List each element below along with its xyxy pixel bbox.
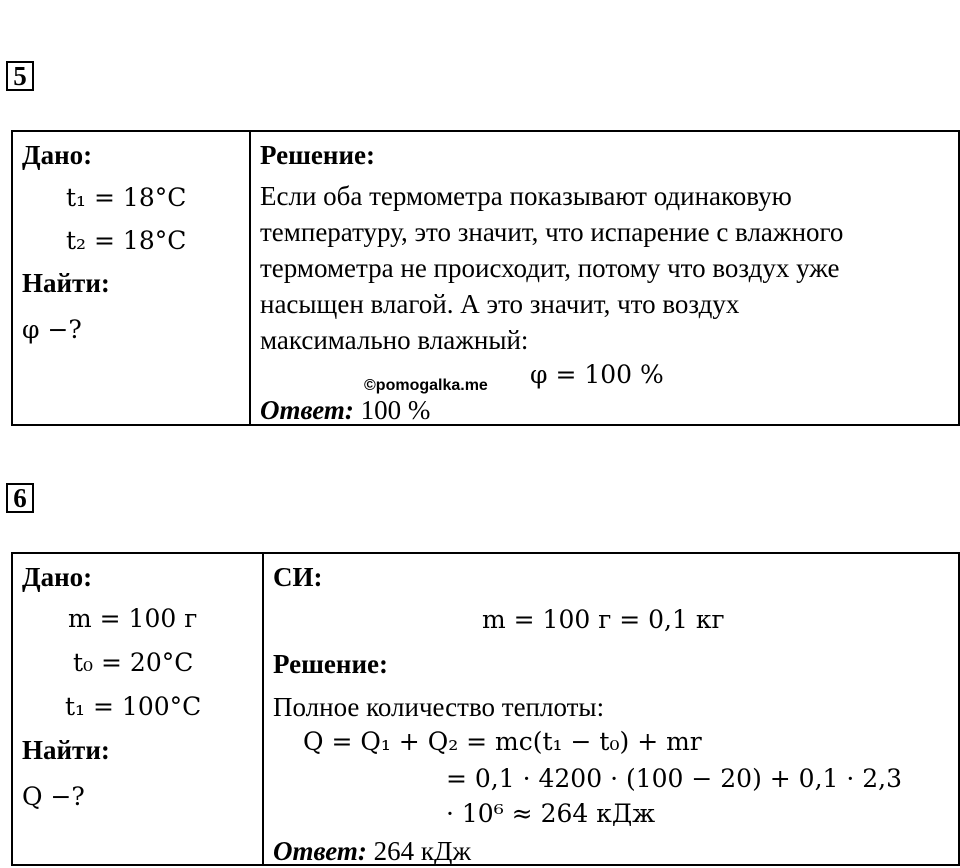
- answer-value: 264 кДж: [366, 836, 472, 866]
- given-t1: t₁ = 18°C: [66, 183, 187, 212]
- answer-line: [260, 397, 430, 424]
- solution-label: Решение:: [260, 140, 375, 170]
- given-label: Дано:: [22, 140, 93, 170]
- solution-label: Решение:: [273, 649, 388, 679]
- answer-label: Ответ:: [273, 836, 367, 866]
- solution-line: насыщен влагой. А это значит, что воздух: [260, 289, 740, 319]
- solution-line: термометра не происходит, потому что воздух уже: [260, 253, 840, 283]
- given-t1: t₁ = 100°C: [65, 692, 202, 721]
- formula-line: = 0,1 · 4200 · (100 − 20) + 0,1 · 2,3: [446, 764, 903, 793]
- solution-line: температуру, это значит, что испарение с влажного: [260, 217, 844, 247]
- given-label: Дано:: [22, 562, 93, 592]
- formula: φ = 100 %: [530, 360, 664, 389]
- solution-intro: Полное количество теплоты:: [273, 692, 605, 722]
- given-m: m = 100 г: [68, 604, 198, 633]
- find-label: Найти:: [22, 735, 110, 765]
- answer-value: 100 %: [353, 395, 431, 425]
- given-t2: t₂ = 18°C: [66, 226, 187, 255]
- solution-line: максимально влажный:: [260, 325, 529, 355]
- given-t0: t₀ = 20°C: [73, 648, 194, 677]
- problem-5-number: 5: [6, 61, 34, 91]
- table-divider: [262, 554, 264, 864]
- find-value: φ −?: [22, 315, 82, 344]
- problem-6-table: [11, 552, 960, 866]
- answer-line: [273, 838, 471, 865]
- formula-line: Q = Q₁ + Q₂ = mc(t₁ − t₀) + mr: [303, 727, 702, 756]
- problem-6-number: 6: [6, 483, 34, 513]
- solution-line: Если оба термометра показывают одинаковую: [260, 181, 792, 211]
- table-divider: [249, 132, 251, 424]
- answer-label: Ответ:: [260, 395, 354, 425]
- si-label: СИ:: [273, 562, 323, 592]
- problem-5-table: [11, 130, 960, 426]
- find-label: Найти:: [22, 268, 110, 298]
- watermark: ©pomogalka.me: [364, 377, 488, 394]
- find-value: Q −?: [22, 782, 85, 811]
- formula-line: · 10⁶ ≈ 264 кДж: [446, 799, 656, 828]
- si-line: m = 100 г = 0,1 кг: [482, 605, 725, 634]
